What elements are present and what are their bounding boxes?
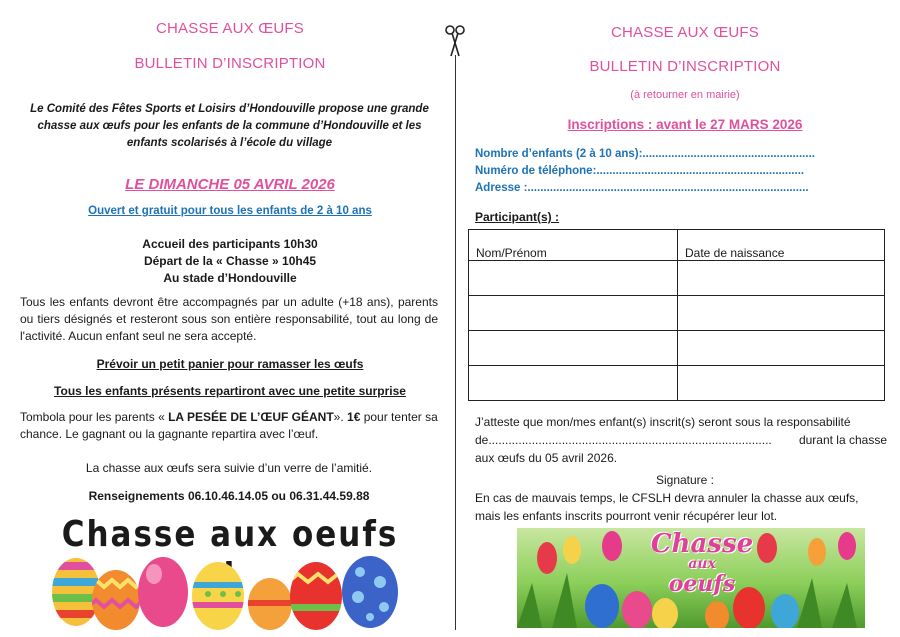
birth-cell[interactable] (678, 261, 885, 296)
poster-title (627, 529, 777, 597)
scissors-icon (444, 24, 466, 58)
attest-line-3: aux œufs du 05 avril 2026. (475, 451, 618, 465)
basket-note: Prévoir un petit panier pour ramasser les œufs (96, 357, 364, 371)
col-name-header (469, 230, 678, 261)
surprise-note: Tous les enfants présents repartiront avec une petite surprise (54, 384, 406, 398)
table-row (469, 366, 885, 401)
table-row (469, 296, 885, 331)
attestation (475, 413, 887, 467)
contact-fields (475, 146, 815, 197)
accompaniment-text: Tous les enfants devront être accompagnés par un adulte (+18 ans), parents ou tiers désignés et resteront sous son entière responsabilité, tout au long de l'activité. Aucun enfant seul ne sera accepté. (20, 295, 438, 343)
contact-info: Renseignements 06.10.46.14.05 ou 06.31.44.59.88 (88, 489, 370, 503)
event-date: LE DIMANCHE 05 AVRIL 2026 (125, 176, 335, 193)
tombola-post: pour tenter sa chance. Le gagnant ou la gagnante repartira avec l’œuf. (20, 410, 438, 441)
left-subtitle: BULLETIN D’INSCRIPTION (134, 55, 326, 72)
field-phone[interactable]: Numéro de téléphone:................................................................. (475, 165, 805, 177)
banner-title: Chasse aux oeufs (61, 513, 399, 555)
col-birth-label: Date de naissance (685, 246, 785, 260)
egg-red-icon (288, 560, 348, 630)
schedule (40, 236, 420, 287)
birth-cell[interactable] (678, 331, 885, 366)
name-cell[interactable] (469, 366, 678, 401)
egg-pink-icon (136, 552, 196, 630)
attest-line-1: J’atteste que mon/mes enfant(s) inscrit(s) seront sous la responsabilité (475, 415, 851, 429)
deadline: Inscriptions : avant le 27 MARS 2026 (567, 117, 803, 132)
name-cell[interactable] (469, 261, 678, 296)
friendship-text: La chasse aux œufs sera suivie d’un verre de l’amitié. (85, 461, 373, 475)
cut-line (455, 55, 456, 630)
signature-label: Signature : (655, 473, 715, 487)
tombola-pre: Tombola pour les parents « (20, 410, 169, 424)
tombola-price: 1€ (347, 410, 361, 424)
tombola-name: LA PESÉE DE L’ŒUF GÉANT (168, 410, 334, 424)
field-children-count[interactable]: Nombre d’enfants (2 à 10 ans):...................................................... (475, 148, 815, 160)
schedule-place: Au stade d’Hondouville (163, 271, 297, 285)
weather-line-1: En cas de mauvais temps, le CFSLH devra annuler la chasse aux œufs, (475, 491, 859, 505)
right-subtitle: BULLETIN D’INSCRIPTION (589, 58, 781, 75)
right-title: CHASSE AUX ŒUFS (610, 24, 760, 41)
name-cell[interactable] (469, 331, 678, 366)
birth-cell[interactable] (678, 296, 885, 331)
birth-cell[interactable] (678, 366, 885, 401)
weather-line-2: mais les enfants inscrits pourront venir récupérer leur lot. (475, 509, 778, 523)
attest-line-2 (475, 431, 887, 449)
egg-blue-dotted-icon (338, 552, 408, 630)
field-address[interactable]: Adresse :........................................................................................ (475, 182, 809, 194)
return-note: (à retourner en mairie) (630, 89, 740, 101)
table-row (469, 331, 885, 366)
col-birth-header (678, 230, 885, 261)
weather-note (475, 489, 890, 525)
egg-yellow-icon (188, 560, 248, 630)
attest-guardian-blank[interactable]: de..................................................................................... (475, 433, 772, 447)
participants-label: Participant(s) : (475, 210, 560, 224)
left-intro: Le Comité des Fêtes Sports et Loisirs d’Hondouville propose une grande chasse aux œufs pour les enfants de la commune d’Hondouville et les enfants scolarisés à l’école du village (30, 103, 429, 149)
left-title: CHASSE AUX ŒUFS (155, 20, 305, 37)
col-name-label: Nom/Prénom (476, 246, 547, 260)
table-row (469, 261, 885, 296)
tombola-text (20, 409, 438, 443)
table-header-row (469, 230, 885, 261)
free-entry: Ouvert et gratuit pour tous les enfants de 2 à 10 ans (88, 205, 372, 217)
poster-line-1: Chasse (650, 529, 754, 559)
schedule-start: Départ de la « Chasse » 10h45 (143, 254, 317, 268)
poster-line-3: oeufs (668, 571, 736, 597)
easter-poster (517, 528, 865, 628)
participants-table (468, 229, 885, 401)
easter-eggs-illustration (48, 552, 408, 630)
poster-line-2: aux (688, 556, 716, 572)
name-cell[interactable] (469, 296, 678, 331)
tombola-mid: ». (333, 410, 348, 424)
schedule-welcome: Accueil des participants 10h30 (142, 237, 318, 251)
attest-during: durant la chasse (798, 433, 887, 447)
